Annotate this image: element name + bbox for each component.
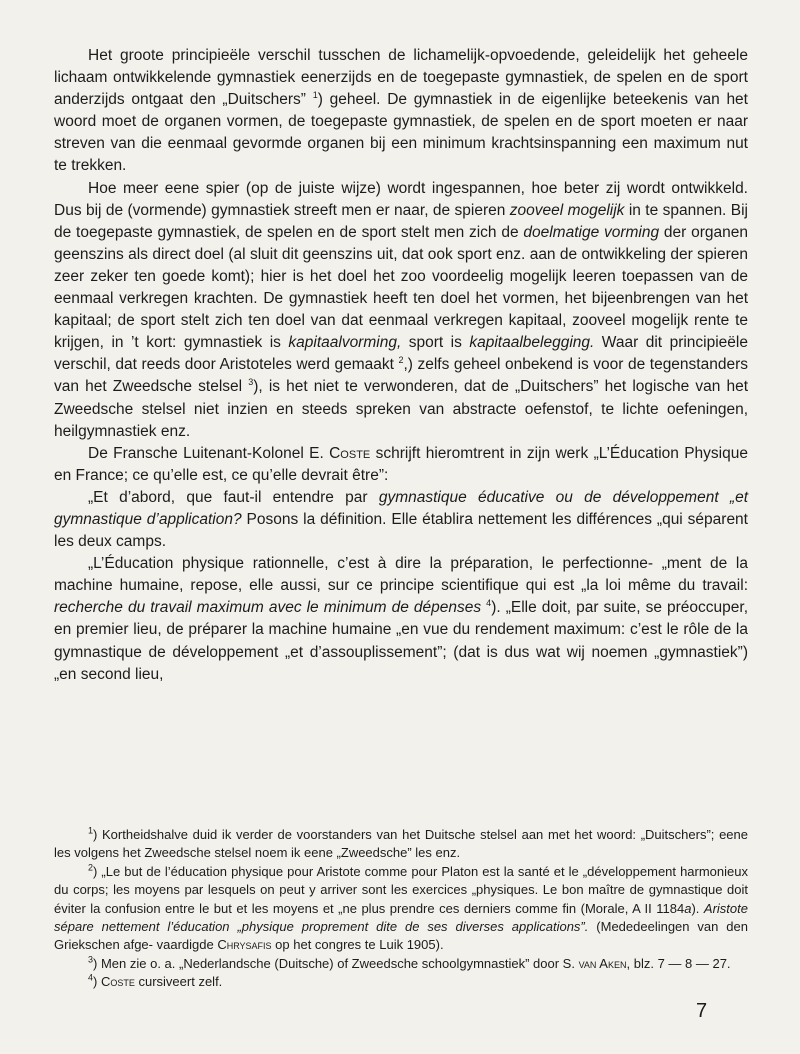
footnote-marker: 1 (312, 90, 318, 101)
text-run: ,) zelfs geheel onbekend is voor de tegenstanders van het Zweedsche stelsel (54, 356, 748, 396)
text-run: „Et d’abord, que faut-il entendre par (88, 488, 379, 506)
text-run: van Aken (578, 955, 627, 971)
footnote-1 (54, 826, 748, 863)
text-run: ) Men zie o. a. „Nederlandsche (Duitsche) of Zweedsche schoolgymnastiek” door S. (93, 955, 579, 971)
text-run: , blz. 7 — 8 — 27. (626, 955, 731, 971)
text-run: ) (93, 974, 101, 990)
text-run: op het congres te Luik 1905). (271, 937, 444, 953)
paragraph-1 (54, 45, 748, 178)
text-run: kapitaalvorming, (288, 334, 402, 352)
paragraph-4 (54, 487, 748, 553)
text-run: sport is (401, 334, 470, 352)
text-run: ). (691, 900, 704, 916)
text-run: Posons la définition. Elle établira nettement les différences „qui séparent les deux camps. (54, 510, 748, 551)
text-run: Coste (329, 444, 371, 462)
text-run: recherche du travail maximum avec le minimum de dépenses (54, 599, 482, 617)
text-run: kapitaalbelegging. (469, 334, 595, 352)
text-run: Coste (100, 974, 135, 990)
text-run: ) „Le but de l’éducation physique pour Aristote comme pour Platon est la santé et le „développement harmonieux du corps; les moyens par lesquels on peut y arriver sont les exercices „physiques. Le bon maître de gymnastique doit éviter la confusion entre le but et les moyens et „ne plus prendre ces derniers comme fin (Morale, A II 1184 (54, 863, 748, 916)
page-number: 7 (696, 1000, 708, 1022)
text-run: Hoe meer eene spier (op de juiste wijze) wordt ingespannen, hoe beter zij wordt ontwikkeld. Dus bij de (vormende) gymnastiek streeft men er naar, de spieren (54, 179, 748, 219)
text-run: Aristote sépare nettement l’éducation „physique proprement dite de ses diverses applications”. (54, 900, 748, 935)
text-run: der organen geenszins als direct doel (al sluit dit geenszins uit, dat ook sport enz. aan de ontwikkeling der spieren zeer zeker ten goede komt); hier is het doel het zoo voordeelig mogelijk leeren toepassen van de eenmaal verkregen krachten. De gymnastiek heeft ten doel het vormen, het bijeenbrengen van het kapitaal; de sport stelt zich ten doel van dat eenmaal verkregen kapitaal, zooveel mogelijk rente te krijgen, in ’t kort: gymnastiek is (54, 223, 748, 352)
text-run: doelmatige vorming (523, 223, 660, 241)
footnote-marker: 4 (88, 972, 94, 983)
footnote-marker: 4 (486, 598, 492, 609)
footnote-marker: 3 (248, 377, 254, 388)
text-run: Waar dit principieële verschil, dat reeds door Aristoteles werd gemaakt (54, 334, 748, 374)
text-run: (Mededeelingen van den Griekschen afge- vaardigde (54, 919, 748, 953)
paragraph-5 (54, 553, 748, 686)
text-run: ) geheel. De gymnastiek in de eigenlijke beteekenis van het woord moet de organen vormen, de toegepaste gymnastiek, de spelen en de sport moeten er naar streven van die eenmaal gevormde organen bij een minimum krachtsinspanning een maximum nut te trekken. (54, 91, 748, 175)
paragraph-2 (54, 178, 748, 443)
text-run: zooveel mogelijk (509, 201, 625, 219)
text-run: a (684, 900, 692, 916)
paragraph-3 (54, 443, 748, 487)
footnote-2 (54, 863, 748, 955)
footnote-marker: 1 (88, 825, 94, 836)
text-run: ), is het niet te verwonderen, dat de „Duitschers” het logische van het Zweedsche stelsel niet inzien en steeds spreken van abstracte oefenstof, te lichte oefeningen, heilgymnastiek enz. (54, 378, 748, 440)
text-run: „L’Éducation physique rationnelle, c’est à dire la préparation, le perfectionne- „ment de la machine humaine, repose, elle aussi, sur ce principe scientifique qui est „la loi même du travail: (54, 555, 748, 595)
footnote-marker: 2 (398, 355, 404, 366)
text-run: ). „Elle doit, par suite, se préoccuper, en premier lieu, de préparer la machine humaine „en vue du rendement maximum: c’est le rôle de la gymnastique de développement „et d’assouplissement”; (dat is dus wat wij noemen „gymnastiek”) „en second lieu, (54, 599, 749, 683)
main-text (54, 45, 748, 686)
text-run: De Fransche Luitenant-Kolonel E. (88, 444, 330, 462)
text-run: gymnastique éducative ou de développement „et gymnastique d’application? (54, 488, 748, 528)
footnote-3 (54, 955, 748, 973)
text-run: cursiveert zelf. (134, 974, 223, 990)
footnote-4 (54, 973, 748, 991)
text-run: in te spannen. Bij de toegepaste gymnastiek, de spelen en de sport stelt men zich de (54, 201, 748, 241)
footnote-marker: 3 (88, 954, 94, 965)
text-run: Chrysafis (217, 937, 272, 953)
footnote-marker: 2 (88, 862, 94, 873)
text-run: Het groote principieële verschil tusschen de lichamelijk-opvoedende, geleidelijk het geheele lichaam ontwikkelende gymnastiek eenerzijds en de toegepaste gymnastiek, de spelen en de sport anderzijds ontgaat den „Duitschers” (54, 47, 748, 109)
text-run: schrijft hieromtrent in zijn werk „L’Éducation Physique en France; ce qu’elle est, ce qu’elle devrait être”: (54, 444, 748, 484)
text-run: ) Kortheidshalve duid ik verder de voorstanders van het Duitsche stelsel aan met het woord: „Duitschers”; eene les volgens het Zweedsche stelsel noem ik eene „Zweedsche” les enz. (54, 827, 748, 861)
footnotes (54, 826, 748, 992)
